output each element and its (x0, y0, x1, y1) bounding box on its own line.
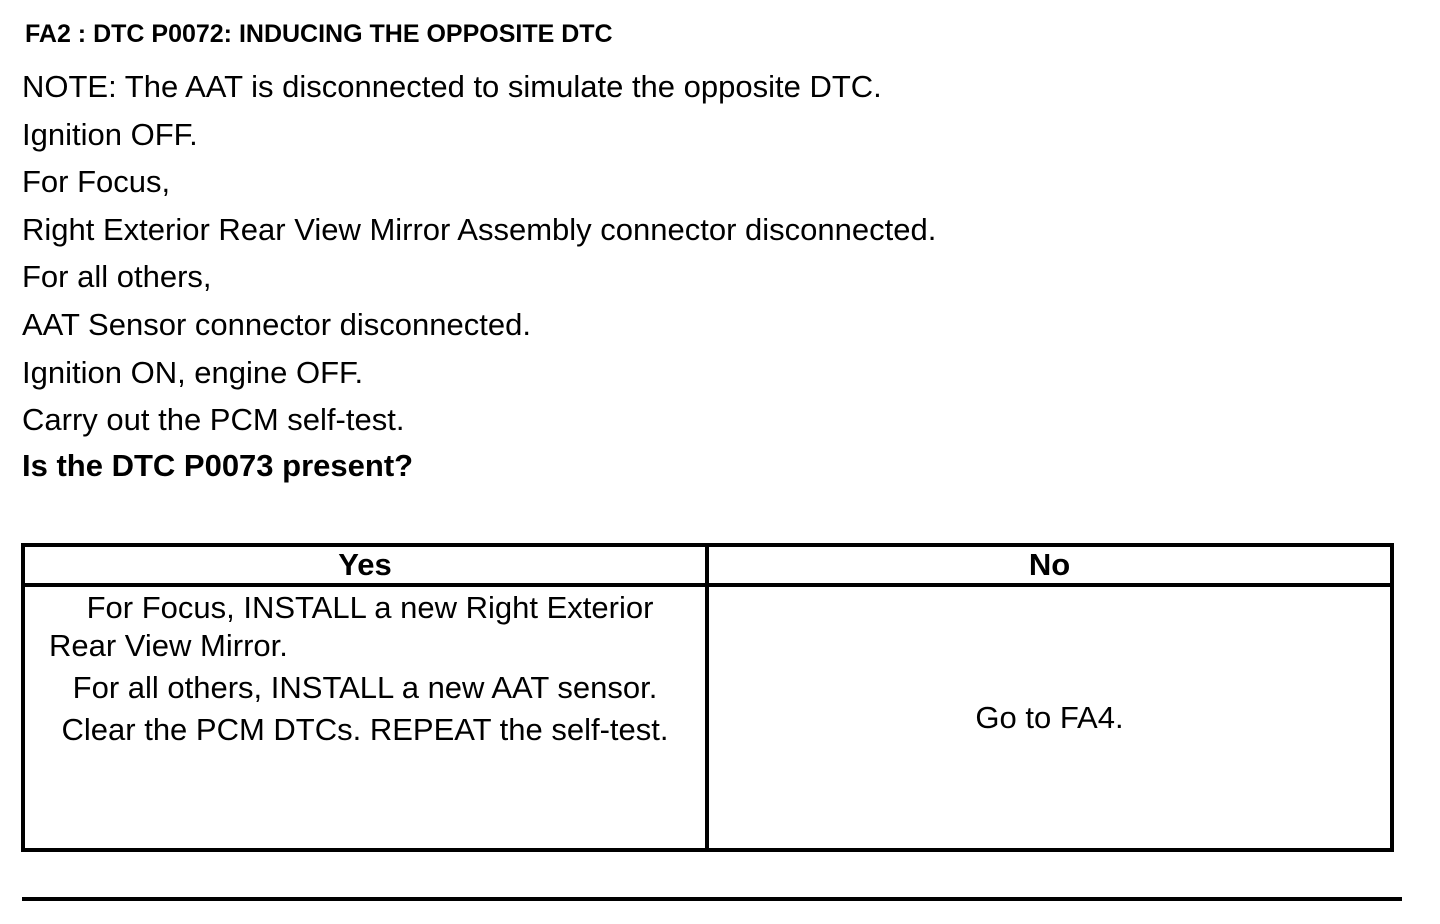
yes-line-4: Clear the PCM DTCs. REPEAT the self-test. (61, 712, 669, 747)
step-ignition-off: Ignition OFF. (22, 116, 198, 152)
step-for-focus: For Focus, (22, 164, 171, 200)
answer-table (21, 543, 1394, 852)
step-note: NOTE: The AAT is disconnected to simulate the opposite DTC. (22, 69, 882, 104)
yes-line-2: Rear View Mirror. (49, 628, 288, 663)
no-cell (707, 585, 1392, 850)
step-for-all-others: For all others, (22, 259, 212, 295)
yes-line-1: For Focus, INSTALL a new Right Exterior (86, 590, 654, 625)
procedure-steps (22, 63, 936, 444)
step-self-test: Carry out the PCM self-test. (22, 402, 405, 438)
test-question: Is the DTC P0073 present? (22, 448, 414, 483)
step-ignition-on: Ignition ON, engine OFF. (22, 354, 364, 390)
yes-line-3: For all others, INSTALL a new AAT sensor. (72, 670, 658, 705)
step-mirror-connector: Right Exterior Rear View Mirror Assembly connector disconnected. (22, 211, 937, 247)
bottom-divider (22, 897, 1402, 901)
table-header-row (23, 545, 1392, 585)
step-aat-connector: AAT Sensor connector disconnected. (22, 306, 531, 342)
yes-cell (23, 585, 707, 850)
page-title: FA2 : DTC P0072: INDUCING THE OPPOSITE DTC (25, 20, 613, 48)
yes-header: Yes (23, 545, 707, 585)
table-row (23, 585, 1392, 850)
no-header: No (707, 545, 1392, 585)
no-action: Go to FA4. (975, 699, 1124, 735)
